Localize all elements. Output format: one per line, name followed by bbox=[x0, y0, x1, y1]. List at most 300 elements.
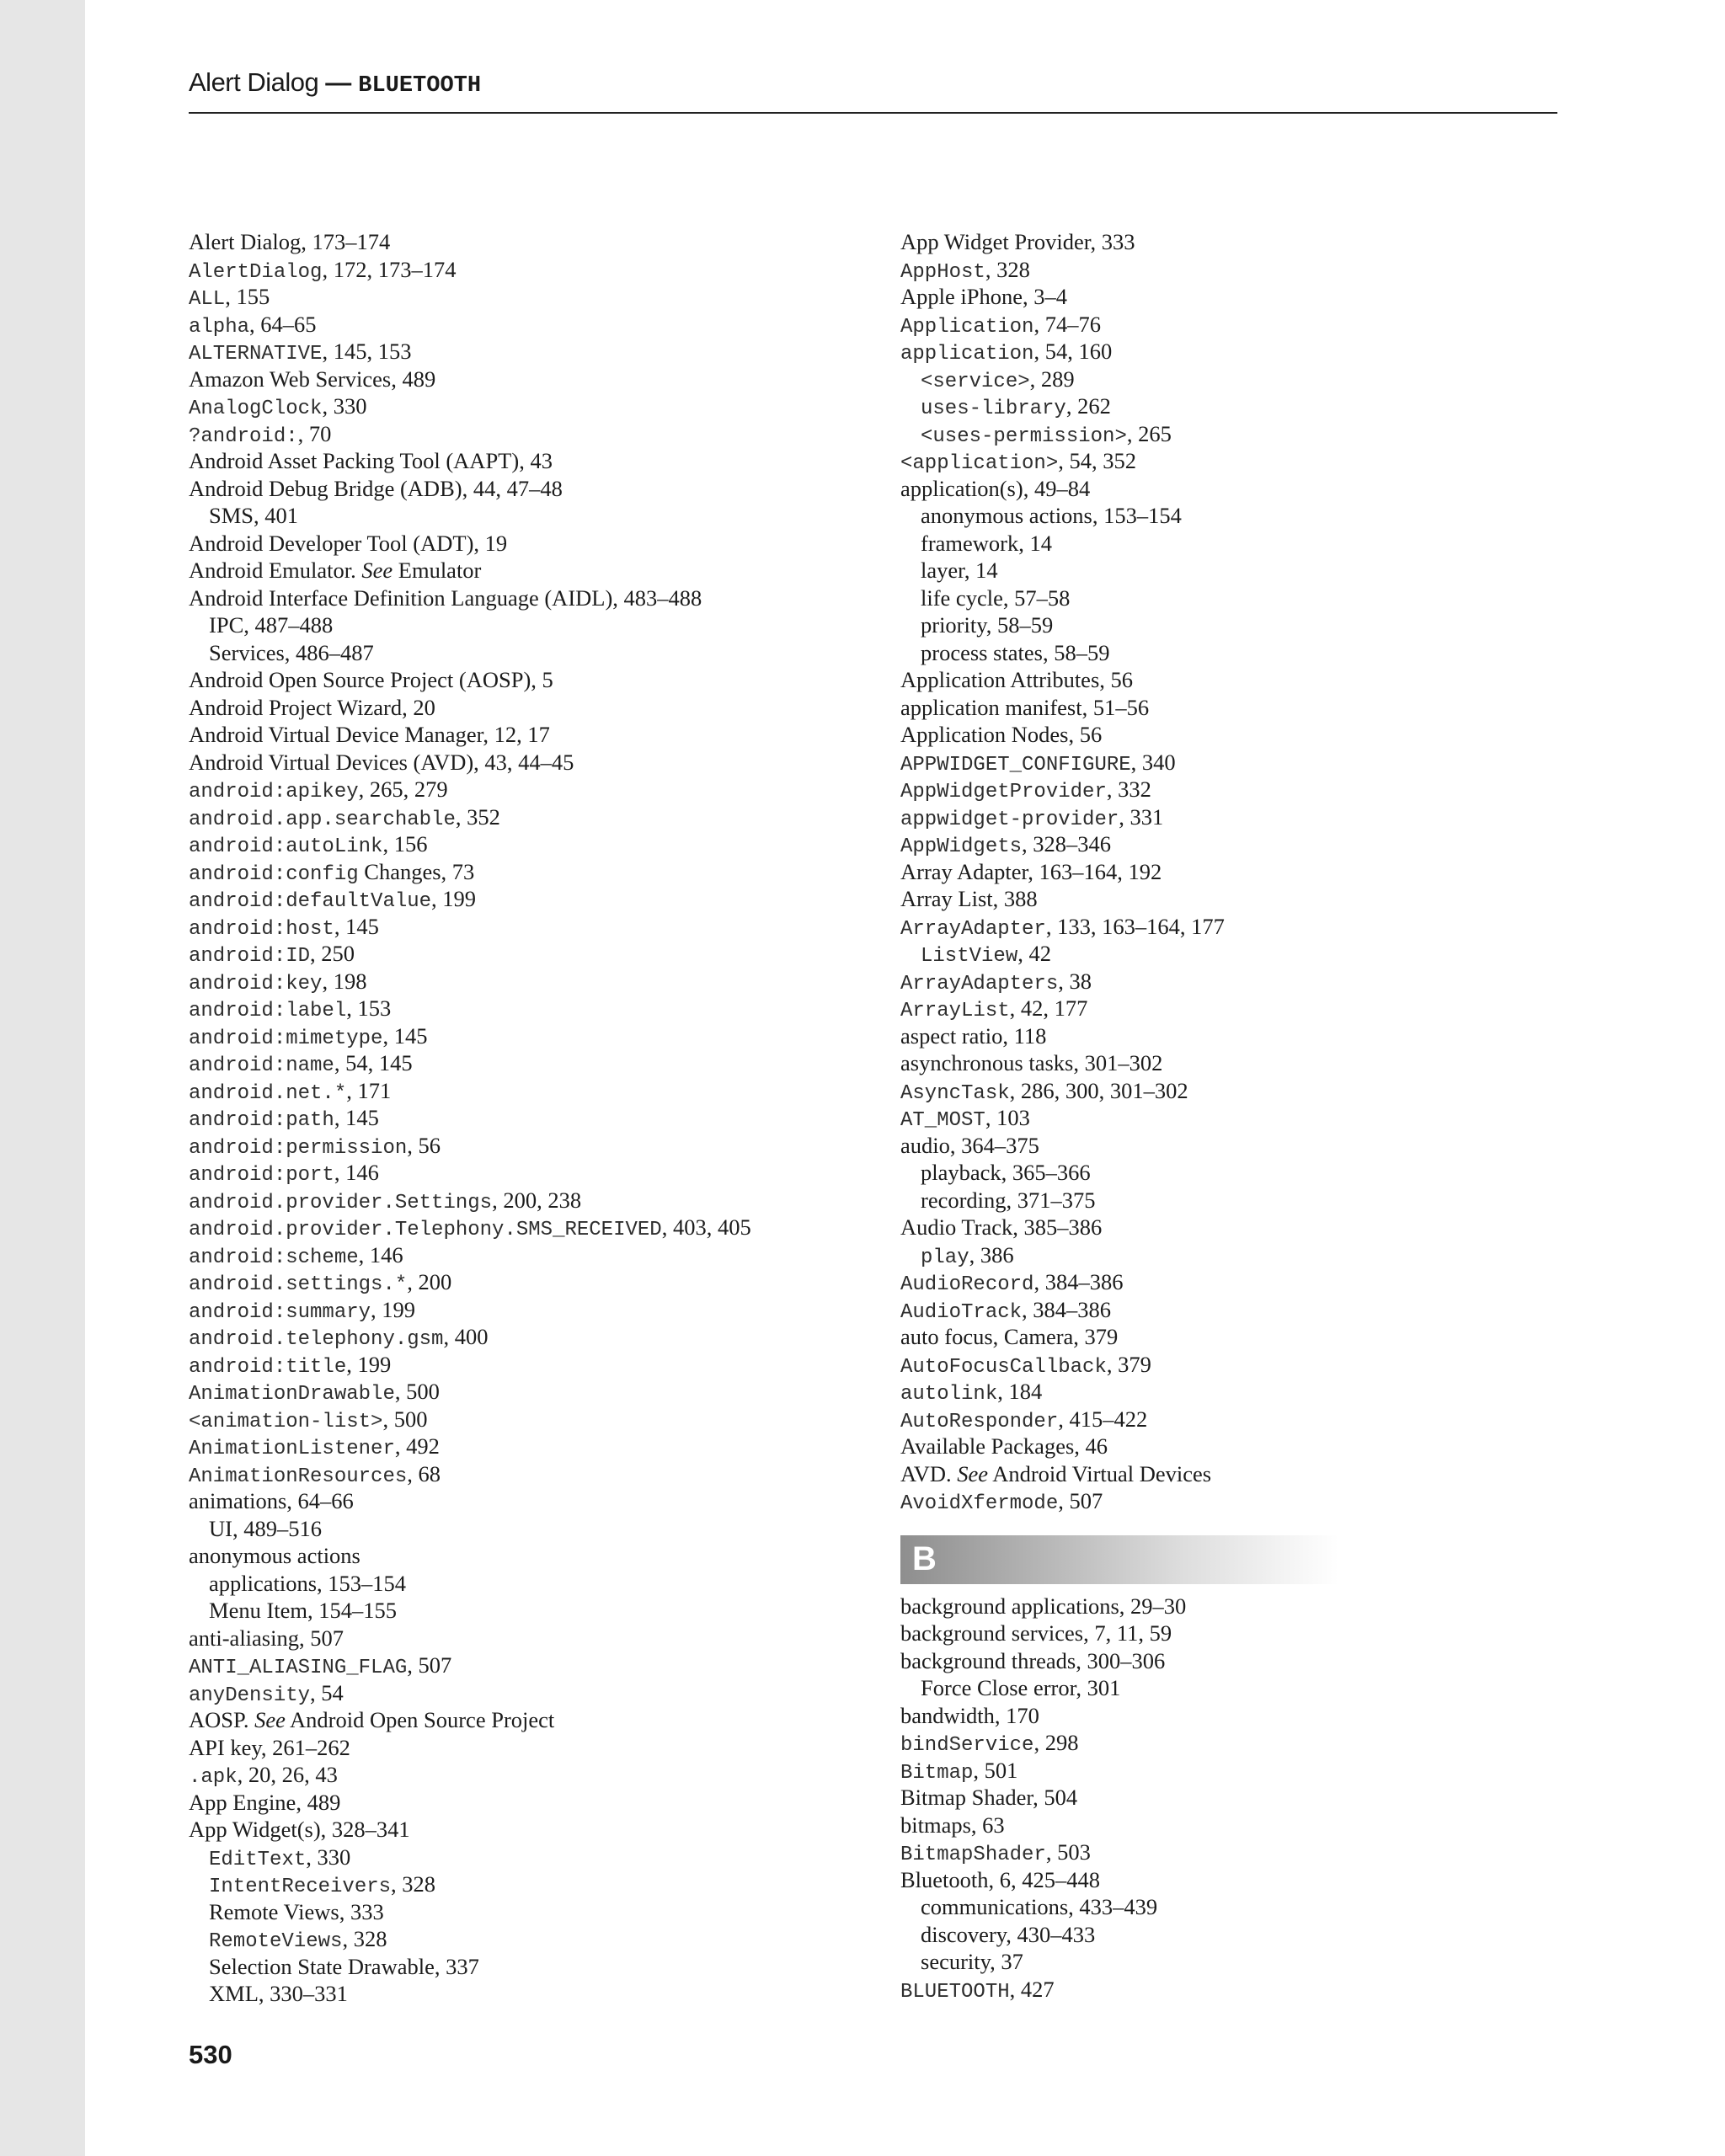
index-term-code: autolink bbox=[900, 1383, 998, 1406]
index-entry bbox=[900, 1784, 1574, 1812]
index-subentry bbox=[900, 1241, 1574, 1269]
index-entry bbox=[900, 1487, 1574, 1515]
index-entry bbox=[189, 1187, 862, 1214]
index-text: , 184 bbox=[997, 1379, 1043, 1404]
index-subentry bbox=[189, 1953, 862, 1981]
index-text: application manifest, 51–56 bbox=[900, 694, 1150, 720]
index-text: App Widget Provider, 333 bbox=[900, 229, 1135, 254]
index-see-reference: See bbox=[957, 1460, 989, 1486]
index-text: anti-aliasing, 507 bbox=[189, 1625, 344, 1651]
index-subentry bbox=[189, 1597, 862, 1625]
index-text: , 330 bbox=[306, 1844, 351, 1870]
index-text: Array List, 388 bbox=[900, 886, 1038, 911]
index-entry bbox=[189, 366, 862, 393]
index-entry bbox=[900, 1647, 1574, 1675]
index-entry bbox=[189, 1734, 862, 1762]
index-subentry bbox=[189, 1844, 862, 1871]
index-text: playback, 365–366 bbox=[921, 1160, 1091, 1185]
index-text: communications, 433–439 bbox=[921, 1894, 1158, 1919]
index-entry bbox=[900, 1838, 1574, 1866]
index-term-code: android.provider.Telephony.SMS_RECEIVED bbox=[189, 1219, 662, 1241]
index-entry bbox=[189, 830, 862, 858]
index-subentry bbox=[189, 1570, 862, 1598]
index-entry bbox=[900, 447, 1574, 475]
index-text: , 415–422 bbox=[1058, 1406, 1148, 1432]
index-term-code: ArrayAdapter bbox=[900, 917, 1046, 941]
index-text: , 501 bbox=[973, 1757, 1018, 1783]
index-entry bbox=[189, 1159, 862, 1187]
index-term-code: ?android: bbox=[189, 424, 298, 448]
index-term-code: ALTERNATIVE bbox=[189, 343, 323, 366]
index-see-reference: See bbox=[254, 1707, 286, 1732]
index-text: , 330 bbox=[322, 393, 367, 419]
section-letter-header bbox=[900, 1535, 1338, 1584]
index-entry bbox=[189, 940, 862, 968]
index-subentry bbox=[189, 1898, 862, 1926]
index-text: , 500 bbox=[382, 1406, 428, 1432]
index-list-a bbox=[189, 228, 862, 2008]
index-entry bbox=[189, 1706, 862, 1734]
index-term-code: AT_MOST bbox=[900, 1109, 985, 1132]
index-subentry bbox=[900, 420, 1574, 448]
index-text: , 403, 405 bbox=[661, 1214, 751, 1240]
index-text: , 74–76 bbox=[1033, 311, 1101, 337]
index-entry bbox=[189, 1761, 862, 1789]
index-term-code: android:summary bbox=[189, 1300, 371, 1324]
index-entry bbox=[189, 1406, 862, 1433]
index-term-code: play bbox=[921, 1246, 969, 1269]
index-subentry bbox=[189, 1980, 862, 2008]
index-text: Android Asset Packing Tool (AAPT), 43 bbox=[189, 448, 553, 473]
index-term-code: AutoResponder bbox=[900, 1410, 1059, 1433]
index-term-code: android.telephony.gsm bbox=[189, 1328, 444, 1351]
index-text: , 56 bbox=[407, 1132, 441, 1158]
index-text: Android Open Source Project (AOSP), 5 bbox=[189, 667, 553, 692]
index-term-code: android:scheme bbox=[189, 1246, 359, 1269]
section-letter: B bbox=[912, 1540, 937, 1577]
index-text: API key, 261–262 bbox=[189, 1734, 350, 1760]
index-term-code: RemoteViews bbox=[209, 1930, 343, 1953]
index-term-code: AutoFocusCallback bbox=[900, 1355, 1107, 1379]
index-term-code: ALL bbox=[189, 288, 226, 311]
index-entry bbox=[189, 338, 862, 366]
index-term-code: <service> bbox=[921, 370, 1030, 393]
index-text: , 199 bbox=[431, 886, 477, 911]
index-text: , 64–65 bbox=[249, 311, 317, 337]
index-entry bbox=[189, 666, 862, 694]
index-text: , 199 bbox=[346, 1351, 392, 1377]
index-subentry bbox=[189, 1515, 862, 1543]
index-text: , 70 bbox=[297, 420, 332, 446]
index-entry bbox=[900, 721, 1574, 749]
index-text: Services, 486–487 bbox=[209, 639, 374, 665]
index-text: Amazon Web Services, 489 bbox=[189, 366, 436, 392]
index-entry bbox=[900, 666, 1574, 694]
index-entry bbox=[900, 1296, 1574, 1324]
index-entry bbox=[900, 913, 1574, 941]
index-entry bbox=[189, 913, 862, 941]
index-term-code: alpha bbox=[189, 315, 250, 339]
index-text: background threads, 300–306 bbox=[900, 1647, 1166, 1673]
page-number: 530 bbox=[189, 2040, 232, 2069]
index-text: , 500 bbox=[394, 1379, 440, 1404]
index-entry bbox=[189, 1625, 862, 1652]
index-text: , 54, 145 bbox=[334, 1050, 413, 1075]
index-entry bbox=[900, 885, 1574, 913]
index-term-code: android.app.searchable bbox=[189, 808, 456, 831]
index-entry bbox=[189, 447, 862, 475]
index-entry bbox=[900, 776, 1574, 803]
index-entry bbox=[900, 1323, 1574, 1351]
index-text: Android Developer Tool (ADT), 19 bbox=[189, 530, 508, 556]
index-text: , 145, 153 bbox=[322, 339, 412, 364]
index-text: , 20, 26, 43 bbox=[237, 1762, 338, 1787]
index-text: , 328 bbox=[985, 256, 1030, 282]
index-entry bbox=[900, 1049, 1574, 1077]
index-subentry bbox=[900, 502, 1574, 530]
index-entry bbox=[189, 256, 862, 284]
index-entry bbox=[189, 694, 862, 722]
index-text: asynchronous tasks, 301–302 bbox=[900, 1050, 1163, 1075]
index-text: Remote Views, 333 bbox=[209, 1898, 384, 1924]
index-entry bbox=[189, 420, 862, 448]
index-subentry bbox=[189, 639, 862, 667]
index-text: Force Close error, 301 bbox=[921, 1675, 1121, 1700]
index-entry bbox=[900, 1976, 1574, 2004]
index-see-reference: See bbox=[361, 558, 393, 583]
index-text: application(s), 49–84 bbox=[900, 475, 1091, 501]
index-text: , 200, 238 bbox=[492, 1187, 582, 1213]
index-entry bbox=[189, 1214, 862, 1241]
index-entry bbox=[900, 1022, 1574, 1050]
index-entry bbox=[900, 1812, 1574, 1839]
index-entry bbox=[189, 1268, 862, 1296]
index-text: , 340 bbox=[1130, 749, 1176, 775]
index-entry bbox=[189, 530, 862, 558]
header-rule bbox=[189, 112, 1557, 114]
index-term-code: application bbox=[900, 343, 1034, 366]
index-term-code: AnimationDrawable bbox=[189, 1383, 395, 1406]
index-subentry bbox=[900, 392, 1574, 420]
index-text: , 384–386 bbox=[1022, 1296, 1112, 1322]
index-text: , 265 bbox=[1126, 420, 1172, 446]
index-text: anonymous actions, 153–154 bbox=[921, 503, 1182, 528]
index-text: , 332 bbox=[1106, 776, 1151, 802]
index-text: background applications, 29–30 bbox=[900, 1593, 1187, 1619]
index-text: , 198 bbox=[322, 968, 367, 994]
index-text: App Widget(s), 328–341 bbox=[189, 1817, 410, 1842]
index-text: UI, 489–516 bbox=[209, 1515, 322, 1541]
index-subentry bbox=[900, 1674, 1574, 1702]
index-term-code: AppWidgetProvider bbox=[900, 781, 1107, 803]
index-term-code: android:key bbox=[189, 972, 323, 995]
index-entry bbox=[900, 1104, 1574, 1132]
running-header-last-term: BLUETOOTH bbox=[358, 73, 482, 99]
index-term-code: AudioTrack bbox=[900, 1300, 1023, 1324]
index-text: , 145 bbox=[334, 1105, 379, 1130]
index-term-code: AlertDialog bbox=[189, 260, 323, 284]
index-text: Android Virtual Devices (AVD), 43, 44–45 bbox=[189, 749, 574, 775]
index-entry bbox=[189, 1132, 862, 1160]
index-entry bbox=[189, 557, 862, 584]
index-text: , 38 bbox=[1058, 968, 1092, 994]
index-term-code: <application> bbox=[900, 452, 1059, 475]
index-entry bbox=[189, 721, 862, 749]
index-entry bbox=[189, 1077, 862, 1105]
index-text: , 172, 173–174 bbox=[322, 256, 457, 282]
index-entry bbox=[189, 1816, 862, 1844]
index-text: Bitmap Shader, 504 bbox=[900, 1785, 1078, 1810]
index-text: Available Packages, 46 bbox=[900, 1433, 1108, 1459]
index-text: Android Project Wizard, 20 bbox=[189, 694, 435, 720]
index-entry bbox=[900, 1132, 1574, 1160]
index-subentry bbox=[900, 1187, 1574, 1214]
index-term-code: android.provider.Settings bbox=[189, 1191, 493, 1214]
index-entry bbox=[189, 392, 862, 420]
index-term-code: android:ID bbox=[189, 945, 311, 968]
index-term-code: ArrayAdapters bbox=[900, 972, 1059, 995]
index-text: bandwidth, 170 bbox=[900, 1702, 1039, 1728]
index-term-code: android:autoLink bbox=[189, 835, 383, 858]
index-text: , 286, 300, 301–302 bbox=[1009, 1077, 1188, 1103]
index-text: security, 37 bbox=[921, 1949, 1023, 1974]
index-entry bbox=[900, 830, 1574, 858]
index-term-code: <uses-permission> bbox=[921, 424, 1127, 448]
index-entry bbox=[900, 1268, 1574, 1296]
index-text: , 492 bbox=[394, 1433, 440, 1459]
index-term-code: ListView bbox=[921, 945, 1018, 968]
index-text: life cycle, 57–58 bbox=[921, 584, 1071, 611]
index-subentry bbox=[189, 611, 862, 639]
index-entry bbox=[900, 1351, 1574, 1379]
index-subentry bbox=[900, 1948, 1574, 1976]
index-entry bbox=[900, 475, 1574, 503]
index-term-code: BLUETOOTH bbox=[900, 1980, 1010, 2004]
index-term-code: android:port bbox=[189, 1164, 334, 1187]
index-text: aspect ratio, 118 bbox=[900, 1022, 1047, 1049]
index-text: audio, 364–375 bbox=[900, 1132, 1039, 1158]
index-entry bbox=[900, 1593, 1574, 1620]
index-entry bbox=[900, 1378, 1574, 1406]
index-column-left bbox=[189, 228, 862, 2008]
index-subentry bbox=[189, 502, 862, 530]
index-text: background services, 7, 11, 59 bbox=[900, 1620, 1172, 1646]
index-text: Application Nodes, 56 bbox=[900, 722, 1103, 747]
index-text: , 103 bbox=[985, 1105, 1030, 1130]
index-text: , 146 bbox=[358, 1241, 403, 1267]
index-text: Application Attributes, 56 bbox=[900, 667, 1134, 692]
index-text: , 386 bbox=[969, 1241, 1014, 1267]
index-subentry bbox=[189, 1925, 862, 1953]
index-text: , 200 bbox=[407, 1269, 452, 1294]
index-entry bbox=[189, 995, 862, 1022]
index-term-code: android:permission bbox=[189, 1136, 408, 1160]
index-text: , 507 bbox=[407, 1652, 452, 1678]
index-entry bbox=[189, 1433, 862, 1460]
running-header-first-term: Alert Dialog bbox=[189, 67, 319, 97]
index-column-right bbox=[900, 228, 1574, 2003]
index-text: auto focus, Camera, 379 bbox=[900, 1324, 1119, 1349]
index-term-code: BitmapShader bbox=[900, 1844, 1046, 1866]
index-text: , 379 bbox=[1106, 1351, 1151, 1377]
index-text: Array Adapter, 163–164, 192 bbox=[900, 858, 1162, 884]
index-entry bbox=[189, 283, 862, 311]
index-entry bbox=[189, 1104, 862, 1132]
page-gutter bbox=[0, 0, 85, 2156]
index-text: AVD. bbox=[900, 1460, 958, 1486]
index-subentry bbox=[900, 530, 1574, 558]
index-text: , 199 bbox=[371, 1296, 416, 1322]
index-term-code: AppHost bbox=[900, 260, 985, 284]
index-entry bbox=[189, 1351, 862, 1379]
index-term-code: AsyncTask bbox=[900, 1081, 1010, 1105]
index-subentry bbox=[900, 1159, 1574, 1187]
index-text: , 289 bbox=[1029, 366, 1075, 392]
index-entry bbox=[189, 803, 862, 831]
index-entry bbox=[189, 1679, 862, 1707]
index-text: , 427 bbox=[1009, 1976, 1055, 2002]
index-text: , 250 bbox=[310, 941, 355, 966]
index-entry bbox=[189, 1241, 862, 1269]
index-term-code: bindService bbox=[900, 1734, 1034, 1757]
index-text: , 384–386 bbox=[1033, 1269, 1124, 1294]
index-term-code: uses-library bbox=[921, 398, 1066, 420]
index-list-a-continued bbox=[900, 228, 1574, 1515]
index-term-code: android:name bbox=[189, 1054, 334, 1077]
index-text: , 42, 177 bbox=[1009, 995, 1088, 1021]
index-subentry bbox=[900, 584, 1574, 612]
index-entry bbox=[900, 228, 1574, 256]
index-text: , 328–346 bbox=[1022, 831, 1112, 857]
index-text: Android Debug Bridge (ADB), 44, 47–48 bbox=[189, 475, 563, 501]
index-term-code: android:defaultValue bbox=[189, 890, 432, 913]
index-text: , 331 bbox=[1119, 803, 1164, 830]
index-entry bbox=[189, 885, 862, 913]
index-entry bbox=[900, 1460, 1574, 1488]
index-entry bbox=[900, 311, 1574, 339]
index-entry bbox=[189, 1789, 862, 1817]
index-subentry bbox=[900, 557, 1574, 584]
index-text: , 328 bbox=[391, 1871, 436, 1897]
index-text: , 153 bbox=[346, 995, 392, 1021]
index-entry bbox=[900, 338, 1574, 366]
index-text: , 133, 163–164, 177 bbox=[1045, 913, 1225, 939]
index-term-code: AppWidgets bbox=[900, 835, 1023, 858]
index-entry bbox=[189, 311, 862, 339]
index-entry bbox=[900, 1866, 1574, 1894]
index-text: XML, 330–331 bbox=[209, 1981, 348, 2006]
index-entry bbox=[189, 1049, 862, 1077]
index-text: layer, 14 bbox=[921, 558, 998, 583]
index-text: Android Open Source Project bbox=[285, 1707, 555, 1732]
index-term-code: AnalogClock bbox=[189, 398, 323, 420]
index-term-code: AvoidXfermode bbox=[900, 1492, 1059, 1515]
index-entry bbox=[900, 283, 1574, 311]
index-term-code: android:apikey bbox=[189, 781, 359, 803]
index-text: , 400 bbox=[443, 1324, 489, 1349]
index-entry bbox=[900, 858, 1574, 886]
index-entry bbox=[189, 1487, 862, 1515]
index-text: recording, 371–375 bbox=[921, 1187, 1096, 1213]
index-text: , 262 bbox=[1065, 393, 1111, 419]
index-entry bbox=[189, 1460, 862, 1488]
index-text: , 265, 279 bbox=[358, 776, 448, 802]
index-entry bbox=[900, 256, 1574, 284]
index-entry bbox=[900, 1433, 1574, 1460]
index-term-code: android:config bbox=[189, 862, 359, 886]
index-text: framework, 14 bbox=[921, 530, 1052, 556]
index-subentry bbox=[900, 639, 1574, 667]
index-text: Android Virtual Device Manager, 12, 17 bbox=[189, 722, 550, 747]
index-term-code: IntentReceivers bbox=[209, 1876, 392, 1898]
index-text: Emulator bbox=[393, 558, 482, 583]
index-entry bbox=[900, 749, 1574, 776]
index-subentry bbox=[900, 940, 1574, 968]
index-entry bbox=[189, 1652, 862, 1679]
index-term-code: .apk bbox=[189, 1766, 238, 1789]
index-subentry bbox=[900, 611, 1574, 639]
index-entry bbox=[900, 1729, 1574, 1757]
index-text: , 352 bbox=[455, 803, 500, 830]
index-text: , 145 bbox=[334, 913, 379, 939]
index-entry bbox=[189, 1542, 862, 1570]
index-entry bbox=[189, 1022, 862, 1050]
index-text: Audio Track, 385–386 bbox=[900, 1214, 1103, 1240]
index-text: Changes, 73 bbox=[358, 858, 475, 884]
index-text: , 507 bbox=[1058, 1488, 1103, 1513]
index-text: animations, 64–66 bbox=[189, 1488, 354, 1513]
index-term-code: AudioRecord bbox=[900, 1273, 1034, 1296]
index-text: App Engine, 489 bbox=[189, 1789, 341, 1815]
index-text: IPC, 487–488 bbox=[209, 612, 334, 638]
index-entry bbox=[900, 968, 1574, 995]
index-text: SMS, 401 bbox=[209, 503, 299, 528]
index-subentry bbox=[189, 1870, 862, 1898]
index-text: Android Emulator. bbox=[189, 558, 362, 583]
index-entry bbox=[900, 995, 1574, 1022]
index-entry bbox=[189, 1296, 862, 1324]
index-term-code: <animation-list> bbox=[189, 1410, 383, 1433]
index-entry bbox=[189, 475, 862, 503]
index-text: Selection State Drawable, 337 bbox=[209, 1953, 479, 1979]
index-text: process states, 58–59 bbox=[921, 639, 1110, 665]
index-term-code: android:host bbox=[189, 917, 334, 941]
index-term-code: Application bbox=[900, 315, 1034, 339]
index-entry bbox=[189, 749, 862, 776]
index-entry bbox=[189, 776, 862, 803]
index-text: , 155 bbox=[225, 284, 270, 309]
index-term-code: AnimationListener bbox=[189, 1438, 395, 1460]
index-entry bbox=[189, 228, 862, 256]
index-entry bbox=[900, 1077, 1574, 1105]
index-entry bbox=[189, 968, 862, 995]
index-text: , 146 bbox=[334, 1160, 379, 1185]
index-text: , 328 bbox=[342, 1926, 387, 1951]
index-text: Apple iPhone, 3–4 bbox=[900, 284, 1067, 309]
index-subentry bbox=[900, 1893, 1574, 1921]
running-header bbox=[189, 67, 481, 101]
index-term-code: Bitmap bbox=[900, 1761, 974, 1785]
index-text: , 42 bbox=[1017, 941, 1051, 966]
index-term-code: android:label bbox=[189, 1000, 347, 1022]
index-text: , 54 bbox=[310, 1679, 344, 1705]
index-text: , 145 bbox=[382, 1022, 428, 1049]
index-entry bbox=[189, 858, 862, 886]
index-text: Android Virtual Devices bbox=[988, 1460, 1212, 1486]
index-term-code: android.net.* bbox=[189, 1081, 347, 1105]
index-text: , 298 bbox=[1033, 1730, 1079, 1755]
index-text: , 54, 160 bbox=[1033, 339, 1113, 364]
